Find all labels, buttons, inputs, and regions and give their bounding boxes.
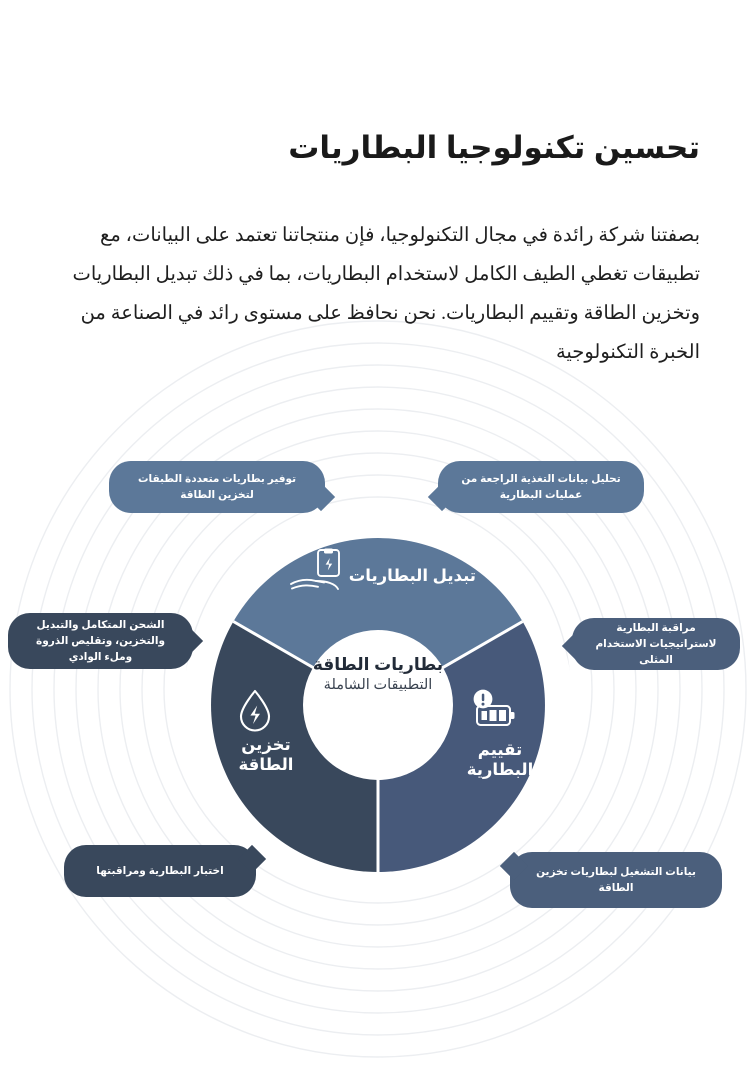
page-intro-paragraph: بصفتنا شركة رائدة في مجال التكنولوجيا، فإن منتجاتنا تعتمد على البيانات، مع تطبيقات تغطي الطيف الكامل لاستخدام البطاريات، بما في ذلك تبديل البطاريات وتخزين الطاقة وتقييم البطاريات. نحن نحافظ على مستوى رائد في الصناعة من الخبرة التكنولوجية [72,224,700,363]
callout-text: الشحن المتكامل والتبديل والتخزين، وتقليص الذروة وملء الوادي [36,618,165,664]
callout-bubble-top-left[interactable] [109,461,325,513]
battery-alert-icon [470,688,518,739]
center-title: بطاريات الطاقة [312,655,444,674]
page-title: تحسين تكنولوجيا البطاريات [288,129,700,165]
callout-bubble-mid-right[interactable] [572,618,740,670]
donut-center-label [305,655,451,694]
callout-bubble-bottom-left[interactable] [64,845,256,897]
energy-droplet-icon [235,688,275,739]
segment-label-assess: تقييم البطارية [466,741,534,780]
callout-bubble-bottom-right[interactable] [510,852,722,908]
segment-label-storage: تخزين الطاقة [238,736,294,775]
bubble-tail-icon [307,483,335,511]
callout-bubble-mid-left[interactable] [8,613,193,669]
callout-text: مراقبة البطارية لاستراتيجيات الاستخدام المثلى [595,621,717,667]
center-subtitle: التطبيقات الشاملة [323,676,433,693]
callout-text: اختبار البطارية ومراقبتها [96,864,224,877]
callout-text: توفير بطاريات متعددة الطبقات لتخزين الطاقة [137,472,297,501]
callout-text: تحليل بيانات التغذية الراجعة من عمليات البطارية [461,472,621,501]
callout-bubble-top-right[interactable] [438,461,644,513]
segment-label-swap: تبديل البطاريات [348,567,476,585]
callout-text: بيانات التشغيل لبطاريات تخزين الطاقة [536,865,696,894]
